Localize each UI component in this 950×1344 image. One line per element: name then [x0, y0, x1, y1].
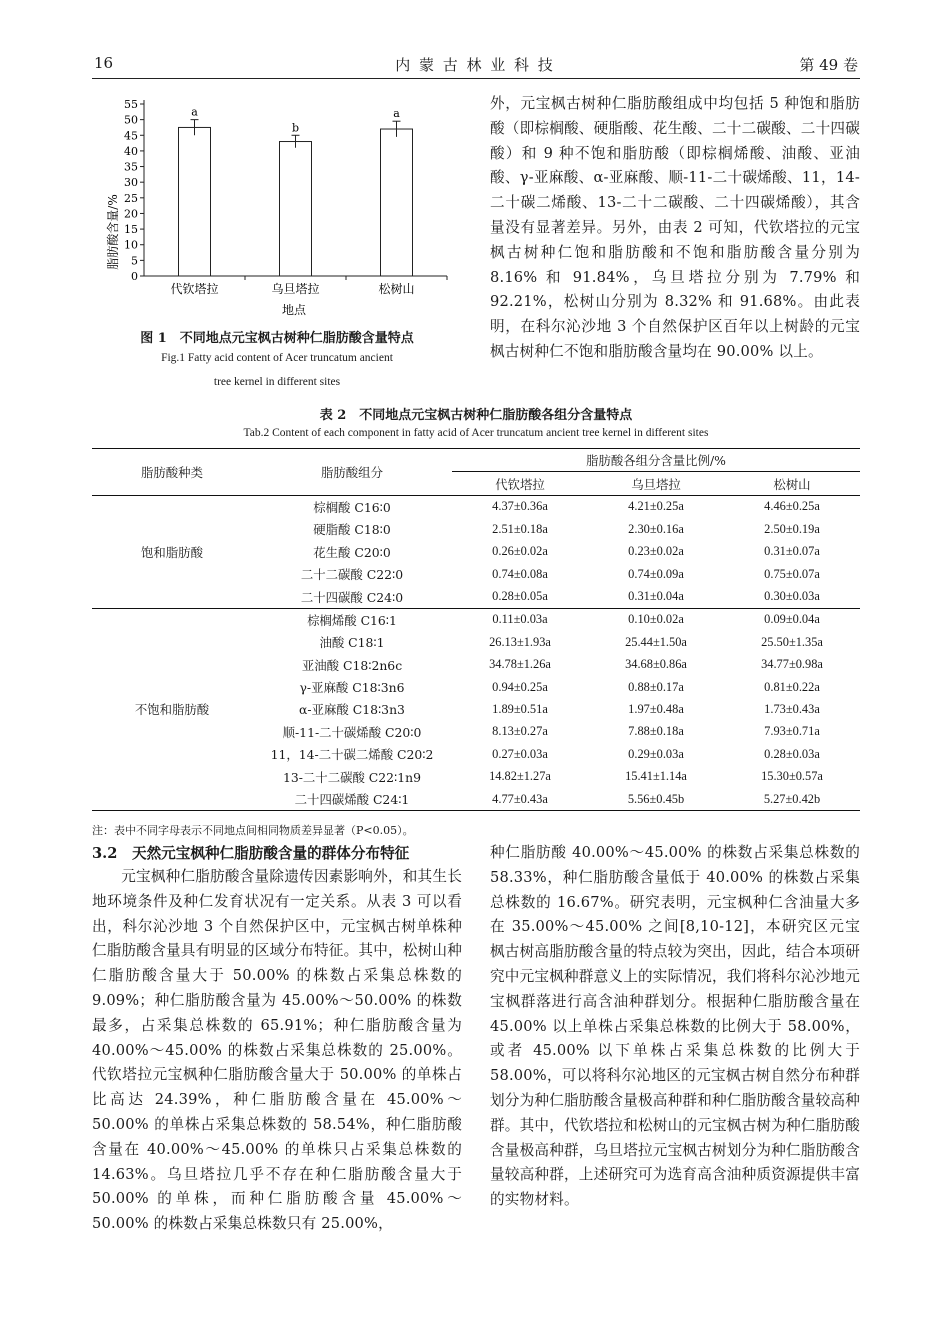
y-tick-label: 55 — [124, 98, 138, 111]
value-cell: 4.46±0.25a — [764, 499, 820, 514]
value-cell: 15.30±0.57a — [761, 769, 823, 784]
component-name: α-亚麻酸 C18∶3n3 — [299, 702, 405, 718]
value-cell: 0.28±0.03a — [764, 746, 820, 761]
group-label-saturated: 饱和脂肪酸 — [141, 544, 203, 560]
value-cell: 7.93±0.71a — [764, 724, 820, 739]
y-tick-label: 0 — [131, 270, 138, 283]
value-cell: 15.41±1.14a — [625, 769, 687, 784]
value-cell: 1.89±0.51a — [492, 701, 548, 716]
bar — [381, 129, 413, 276]
section-title: 天然元宝枫种仁脂肪酸含量的群体分布特征 — [131, 845, 410, 862]
y-tick-label: 40 — [124, 144, 138, 158]
figure-caption-en-line2: tree kernel in different sites — [213, 376, 341, 388]
y-tick-label: 15 — [124, 223, 138, 237]
value-cell: 34.77±0.98a — [761, 657, 823, 672]
significance-label: a — [191, 105, 198, 119]
component-name: 亚油酸 C18∶2n6c — [301, 657, 403, 673]
component-name: 二十二碳酸 C22∶0 — [300, 567, 404, 583]
section-heading — [92, 842, 409, 863]
value-cell: 0.88±0.17a — [628, 679, 684, 694]
value-cell: 26.13±1.93a — [489, 634, 551, 649]
bar — [179, 127, 211, 276]
value-cell: 5.56±0.45b — [627, 791, 685, 806]
section-number: 3.2 — [92, 845, 118, 862]
col-header-site: 松树山 — [773, 476, 811, 492]
table-caption-cn: 表 2 不同地点元宝枫古树种仁脂肪酸各组分含量特点 — [319, 408, 633, 423]
value-cell: 4.37±0.36a — [492, 499, 548, 514]
value-cell: 1.97±0.48a — [628, 701, 684, 716]
value-cell: 1.73±0.43a — [764, 701, 820, 716]
component-name: 硬脂酸 C18∶0 — [313, 522, 391, 538]
significance-label: b — [291, 121, 300, 135]
value-cell: 0.11±0.03a — [492, 612, 548, 627]
journal-name: 内 蒙 古 林 业 科 技 — [395, 56, 555, 74]
component-name: γ-亚麻酸 C18∶3n6 — [299, 680, 405, 696]
component-name: 顺-11-二十碳烯酸 C20∶0 — [282, 724, 422, 740]
value-cell: 14.82±1.27a — [489, 769, 551, 784]
significance-label: a — [393, 107, 400, 121]
y-tick-label: 50 — [124, 113, 138, 127]
value-cell: 0.31±0.04a — [628, 589, 684, 604]
table-note: 注：表中不同字母表示不同地点间相同物质差异显著（P<0.05）。 — [92, 824, 414, 837]
y-tick-label: 5 — [131, 254, 138, 268]
table-caption-en: Tab.2 Content of each component in fatty acid of Acer truncatum ancient tree kernel in different sites — [243, 427, 709, 439]
value-cell: 34.78±1.26a — [489, 657, 551, 672]
component-name: 13-二十二碳酸 C22∶1n9 — [282, 769, 422, 785]
component-name: 油酸 C18∶1 — [319, 635, 385, 651]
value-cell: 5.27±0.42b — [763, 791, 821, 806]
figure-caption-en-line1: Fig.1 Fatty acid content of Acer truncatum ancient — [161, 352, 393, 364]
value-cell: 0.28±0.05a — [492, 589, 548, 604]
value-cell: 2.50±0.19a — [764, 521, 820, 536]
group-label-unsaturated: 不饱和脂肪酸 — [134, 702, 210, 718]
y-tick-label: 20 — [124, 207, 138, 221]
value-cell: 4.21±0.25a — [628, 499, 684, 514]
value-cell: 7.88±0.18a — [628, 724, 684, 739]
table-row — [92, 608, 860, 631]
fatty-acid-table — [92, 448, 860, 811]
table-row — [92, 495, 860, 518]
page-number: 16 — [94, 54, 114, 72]
value-cell: 25.44±1.50a — [625, 634, 687, 649]
value-cell: 0.81±0.22a — [764, 679, 820, 694]
component-name: 棕榈烯酸 C16∶1 — [307, 612, 397, 628]
value-cell: 34.68±0.86a — [625, 657, 687, 672]
value-cell: 0.09±0.04a — [764, 612, 820, 627]
value-cell: 0.74±0.09a — [628, 566, 684, 581]
right-top-paragraph: 外，元宝枫古树种仁脂肪酸组成中均包括 5 种饱和脂肪酸（即棕榈酸、硬脂酸、花生酸、二十二碳酸、二十四碳酸）和 9 种不饱和脂肪酸（即棕榈烯酸、油酸、亚油酸、γ-亚麻酸、α-亚麻酸、顺-11-二十碳烯酸、11，14-二十碳二烯酸、13-二十二碳酸、二十四碳烯酸），其含量没有显著差异。另外，由表 2 可知，代钦塔拉的元宝枫古树种仁饱和脂肪酸和不饱和脂肪酸含量分别为 8.16% 和 91.84%，乌旦塔拉分别为 7.79% 和 92.21%，松树山分别为 8.32% 和 91.68%。由此表明，在科尔沁沙地 3 个自然保护区百年以上树龄的元宝枫古树种仁不饱和脂肪酸含量均在 90.00% 以上。 — [490, 95, 860, 360]
y-tick-label: 35 — [124, 160, 138, 174]
component-name: 花生酸 C20∶0 — [313, 544, 391, 560]
x-tick-label: 松树山 — [378, 282, 415, 296]
col-header-group: 脂肪酸各组分含量比例/% — [452, 449, 860, 472]
value-cell: 4.77±0.43a — [492, 791, 548, 806]
chart-x-axis-label: 地点 — [281, 303, 307, 317]
x-tick-label: 代钦塔拉 — [170, 282, 219, 296]
value-cell: 2.30±0.16a — [628, 521, 684, 536]
y-tick-label: 45 — [124, 129, 138, 143]
value-cell: 2.51±0.18a — [492, 521, 548, 536]
value-cell: 8.13±0.27a — [492, 724, 548, 739]
chart-y-axis-label: 脂肪酸含量/% — [106, 194, 120, 270]
value-cell: 25.50±1.35a — [761, 634, 823, 649]
col-header-site: 代钦塔拉 — [495, 476, 545, 492]
value-cell: 0.29±0.03a — [628, 746, 684, 761]
bar — [280, 142, 312, 276]
y-tick-label: 25 — [124, 191, 138, 205]
value-cell: 0.10±0.02a — [628, 612, 684, 627]
header-rule — [92, 78, 860, 79]
col-header-component: 脂肪酸组分 — [321, 464, 383, 480]
component-name: 二十四碳烯酸 C24∶1 — [294, 792, 410, 808]
section-left-paragraph: 元宝枫种仁脂肪酸含量除遗传因素影响外，和其生长地环境条件及种仁发育状况有一定关系。从表 3 可以看出，科尔沁沙地 3 个自然保护区中，元宝枫古树单株种仁脂肪酸含量具有明显的区域分布特征。其中，松树山种仁脂肪酸含量大于 50.00% 的株数占采集总株数的 9.09%；种仁脂肪酸含量为 45.00%～50.00% 的株数最多，占采集总株数的 65.91%；种仁脂肪酸含量为 40.00%～45.00% 的株数占采集总株数的 25.00%。代钦塔拉元宝枫种仁脂肪酸含量大于 50.00% 的单株占比高达 24.39%，种仁脂肪酸含量在 45.00%～50.00% 的单株占采集总株数的 58.54%，种仁脂肪酸含量在 40.00%～45.00% 的单株只占采集总株数的 14.63%。乌旦塔拉几乎不存在种仁脂肪酸含量大于 50.00% 的单株，而种仁脂肪酸含量 45.00%～50.00% 的株数占采集总株数只有 25.00%， — [92, 868, 462, 1233]
y-tick-label: 30 — [124, 176, 138, 190]
value-cell: 0.74±0.08a — [492, 566, 548, 581]
col-header-site: 乌旦塔拉 — [631, 476, 681, 492]
value-cell: 0.26±0.02a — [492, 544, 548, 559]
value-cell: 0.31±0.07a — [764, 544, 820, 559]
volume-label: 第 49 卷 — [799, 56, 858, 74]
x-tick-label: 乌旦塔拉 — [271, 282, 320, 296]
value-cell: 0.94±0.25a — [492, 679, 548, 694]
col-header-type: 脂肪酸种类 — [141, 464, 203, 480]
component-name: 二十四碳酸 C24∶0 — [300, 589, 404, 605]
figure-caption-cn: 图 1 不同地点元宝枫古树种仁脂肪酸含量特点 — [140, 331, 414, 346]
value-cell: 0.23±0.02a — [628, 544, 684, 559]
component-name: 棕榈酸 C16∶0 — [313, 499, 391, 515]
value-cell: 0.30±0.03a — [764, 589, 820, 604]
section-right-paragraph: 种仁脂肪酸 40.00%～45.00% 的株数占采集总株数的 58.33%，种仁脂肪酸含量低于 40.00% 的株数占采集总株数的 16.67%。研究表明，元宝枫种仁含油量大多在 35.00%～45.00% 之间[8,10-12]，本研究区元宝枫古树高脂肪酸含量的特点较为突出，因此，结合本项研究中元宝枫种群意义上的实际情况，我们将科尔沁沙地元宝枫群落进行高含油种群划分。根据种仁脂肪酸含量在 45.00% 以上单株占采集总株数的比例大于 58.00%，或者 45.00% 以下单株占采集总株数的比例大于 58.00%，可以将科尔沁地区的元宝枫古树自然分布种群划分为种仁脂肪酸含量极高种群和种仁脂肪酸含量较高种群。其中，代钦塔拉和松树山的元宝枫古树为种仁脂肪酸含量极高种群，乌旦塔拉元宝枫古树划分为种仁脂肪酸含量较高种群，上述研究可为选育高含油种质资源提供丰富的实物材料。 — [490, 844, 860, 1209]
component-name: 11，14-二十碳二烯酸 C20∶2 — [270, 747, 434, 763]
fatty-acid-bar-chart — [92, 92, 462, 327]
y-tick-label: 10 — [124, 238, 138, 252]
value-cell: 0.75±0.07a — [764, 566, 820, 581]
value-cell: 0.27±0.03a — [492, 746, 548, 761]
